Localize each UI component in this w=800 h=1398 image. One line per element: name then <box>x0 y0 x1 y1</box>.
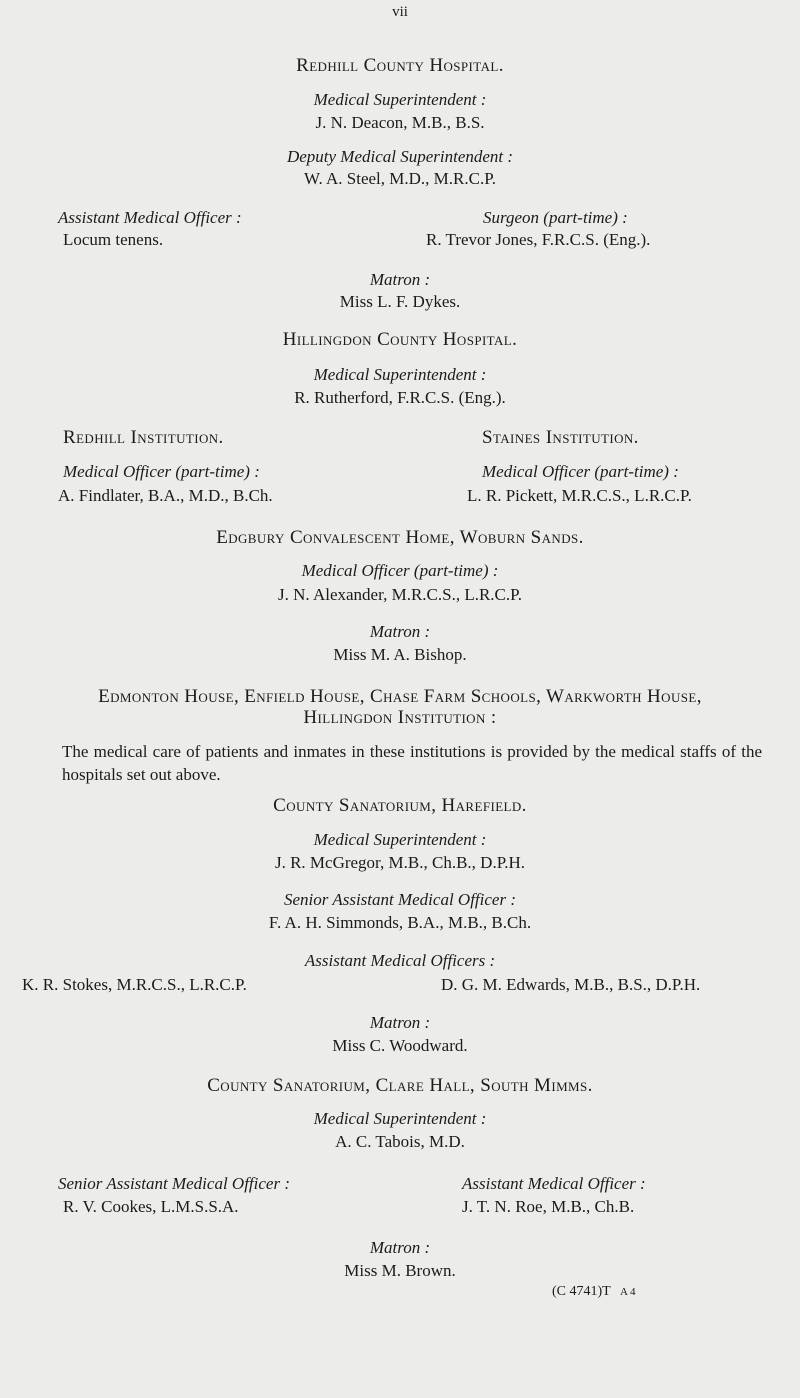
section-heading-edmonton: Edmonton House, Enfield House, Chase Farm Schools, Warkworth House, <box>98 686 702 707</box>
role-title: Medical Superintendent : <box>313 90 487 109</box>
page-number: vii <box>392 4 408 20</box>
person-name: K. R. Stokes, M.R.C.S., L.R.C.P. <box>22 975 247 994</box>
section-heading-edgbury: Edgbury Convalescent Home, Woburn Sands. <box>216 527 584 548</box>
section-heading-edmonton-line2: Hillingdon Institution : <box>303 707 497 728</box>
role-title: Matron : <box>369 1238 431 1257</box>
role-title: Assistant Medical Officer : <box>58 208 242 227</box>
printer-code-text: (C 4741)T <box>552 1284 611 1299</box>
person-name: A. C. Tabois, M.D. <box>335 1132 465 1151</box>
section-heading-harefield: County Sanatorium, Harefield. <box>273 795 527 816</box>
person-name: Miss C. Woodward. <box>332 1036 468 1055</box>
person-name: J. N. Alexander, M.R.C.S., L.R.C.P. <box>278 585 522 604</box>
person-name: Locum tenens. <box>63 230 164 249</box>
role-title: Medical Officer (part-time) : <box>63 462 260 481</box>
section-heading-redhill-hospital: Redhill County Hospital. <box>296 55 504 76</box>
section-heading-clare-hall: County Sanatorium, Clare Hall, South Mimms. <box>207 1075 593 1096</box>
person-name: J. T. N. Roe, M.B., Ch.B. <box>462 1197 635 1216</box>
role-title: Medical Superintendent : <box>313 365 487 384</box>
person-name: J. N. Deacon, M.B., B.S. <box>315 113 485 132</box>
role-title: Assistant Medical Officer : <box>462 1174 646 1193</box>
paragraph-medical-care: The medical care of patients and inmates in these institutions is provided by the medical staffs of the hospitals set out above. <box>62 742 762 784</box>
role-title: Senior Assistant Medical Officer : <box>284 890 516 909</box>
role-title: Matron : <box>369 270 431 289</box>
printer-code <box>552 1284 636 1300</box>
person-name: Miss M. A. Bishop. <box>333 645 467 664</box>
role-title: Medical Officer (part-time) : <box>301 561 499 580</box>
person-name: D. G. M. Edwards, M.B., B.S., D.P.H. <box>441 975 701 994</box>
role-title: Deputy Medical Superintendent : <box>286 147 514 166</box>
person-name: L. R. Pickett, M.R.C.S., L.R.C.P. <box>467 486 692 505</box>
person-name: Miss L. F. Dykes. <box>339 292 461 311</box>
role-title: Matron : <box>369 622 431 641</box>
person-name: W. A. Steel, M.D., M.R.C.P. <box>303 169 497 188</box>
person-name: J. R. McGregor, M.B., Ch.B., D.P.H. <box>274 853 526 872</box>
person-name: R. V. Cookes, L.M.S.S.A. <box>63 1197 239 1216</box>
role-title: Senior Assistant Medical Officer : <box>58 1174 290 1193</box>
signature-mark: A 4 <box>619 1286 636 1298</box>
section-heading-hillingdon-hospital: Hillingdon County Hospital. <box>282 329 518 350</box>
person-name: Miss M. Brown. <box>344 1261 456 1280</box>
person-name: R. Rutherford, F.R.C.S. (Eng.). <box>294 388 506 407</box>
section-heading-staines-institution: Staines Institution. <box>482 427 639 448</box>
role-title: Surgeon (part-time) : <box>483 208 628 227</box>
person-name: A. Findlater, B.A., M.D., B.Ch. <box>58 486 273 505</box>
section-heading-redhill-institution: Redhill Institution. <box>63 427 224 448</box>
role-title: Matron : <box>369 1013 431 1032</box>
role-title: Medical Superintendent : <box>313 830 487 849</box>
role-title: Medical Superintendent : <box>313 1109 487 1128</box>
role-title: Assistant Medical Officers : <box>304 951 496 970</box>
person-name: R. Trevor Jones, F.R.C.S. (Eng.). <box>426 230 651 249</box>
person-name: F. A. H. Simmonds, B.A., M.B., B.Ch. <box>268 913 532 932</box>
role-title: Medical Officer (part-time) : <box>482 462 679 481</box>
